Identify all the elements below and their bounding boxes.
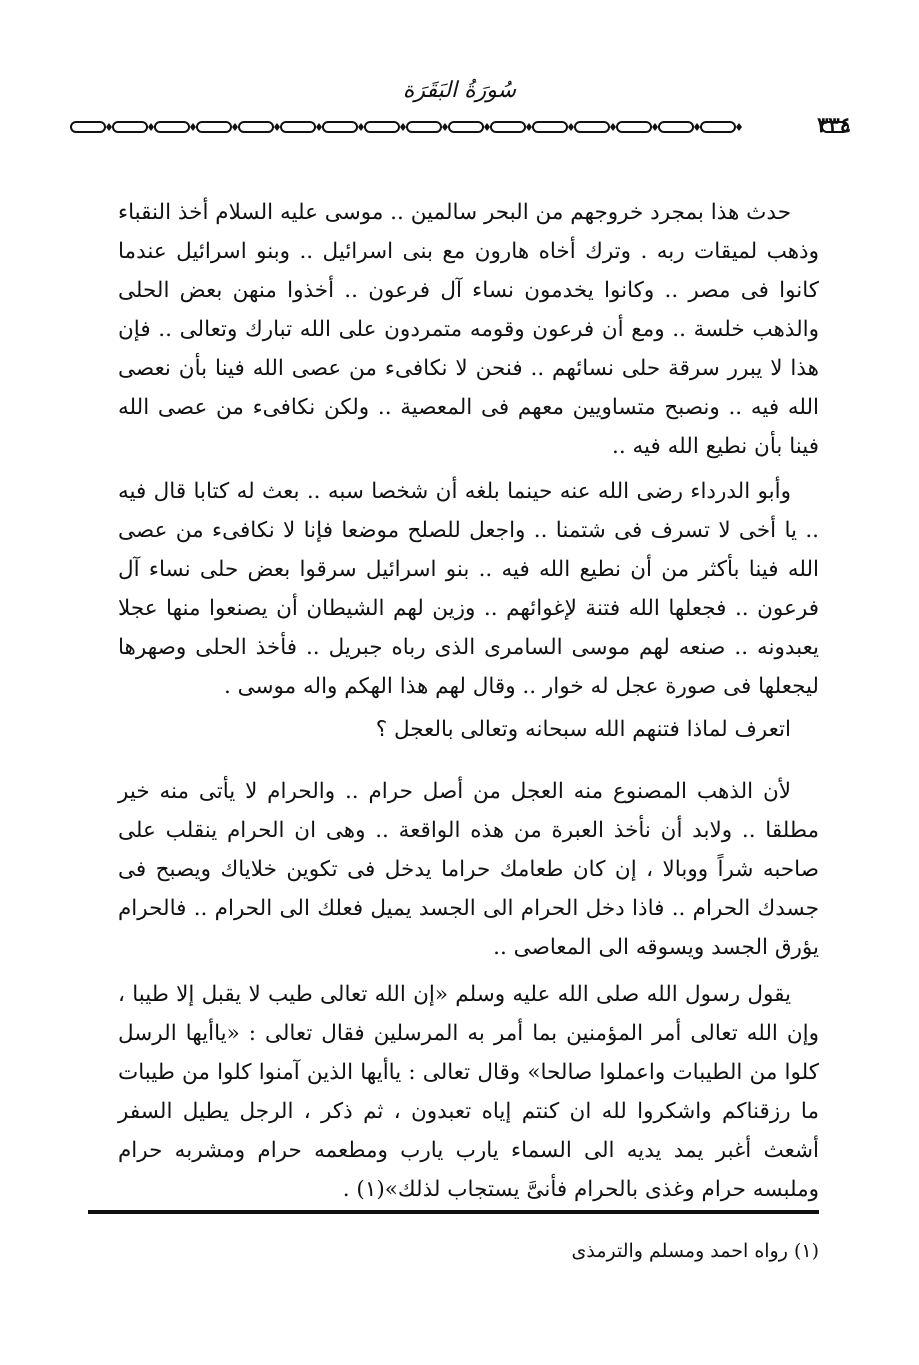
footnote: (١) رواه احمد ومسلم والترمذى [571, 1240, 819, 1262]
surah-title: سُورَةُ البَقَرَة [402, 78, 517, 103]
paragraph-text: حدث هذا بمجرد خروجهم من البحر سالمين .. موسى عليه السلام أخذ النقباء وذهب لميقات ربه . وترك أخاه هارون مع بنى اسرائيل .. وبنو اسرائيل عندما كانوا فى مصر .. وكانوا يخدمون نساء آل فرعون .. أخذوا منهن بعض الحلى والذهب خلسة .. ومع أن فرعون وقومه متمردون على الله تبارك وتعالى .. فإن هذا لا يبرر سرقة حلى نسائهم .. فنحن لا نكافىء من عصى الله فينا بأن نعصى الله فيه .. ونصبح متساويين معهم فى المعصية .. ولكن نكافىء من عصى الله فينا بأن نطيع الله فيه .. [118, 200, 819, 459]
page-number: ٣٣٤ [817, 112, 851, 137]
ornament-end-cap [821, 120, 849, 134]
footnote-divider [88, 1210, 819, 1214]
paragraph-text: يقول رسول الله صلى الله عليه وسلم «إن الله تعالى طيب لا يقبل إلا طيبا ، وإن الله تعالى أمر المؤمنين بما أمر به المرسلين فقال تعالى : «ياأيها الرسل كلوا من الطيبات واعملوا صالحا» وقال تعالى : ياأيها الذين آمنوا كلوا من طيبات ما رزقناكم واشكروا لله ان كنتم إياه تعبدون ، ثم ذكر ، الرجل يطيل السفر أشعث أغبر يمد يديه الى السماء يارب يارب ومطعمه حرام ومشربه حرام وملبسه حرام وغذى بالحرام فأنىَّ يستجاب لذلك»(١) . [118, 982, 819, 1202]
paragraph-1 [118, 193, 819, 466]
paragraph-4 [118, 772, 819, 967]
paragraph-text: اتعرف لماذا فتنهم الله سبحانه وتعالى بالعجل ؟ [375, 717, 791, 742]
ornamental-border [70, 120, 760, 134]
paragraph-3 [118, 710, 819, 749]
paragraph-text: وأبو الدرداء رضى الله عنه حينما بلغه أن شخصا سبه .. بعث له كتابا قال فيه .. يا أخى لا تسرف فى شتمنا .. واجعل للصلح موضعا فإنا لا نكافىء من عصى الله فينا بأكثر من أن نطيع الله فيه .. بنو اسرائيل سرقوا بعض حلى نساء آل فرعون .. فجعلها الله فتنة لإغوائهم .. وزين لهم الشيطان أن يصنعوا منها عجلا يعبدونه .. صنعه لهم موسى السامرى الذى رباه جبريل .. فأخذ الحلى وصهرها ليجعلها فى صورة عجل له خوار .. وقال لهم هذا الهكم واله موسى . [118, 479, 819, 699]
paragraph-2 [118, 472, 819, 706]
paragraph-5 [118, 975, 819, 1209]
paragraph-text: لأن الذهب المصنوع منه العجل من أصل حرام .. والحرام لا يأتى منه خير مطلقا .. ولابد أن نأخذ العبرة من هذه الواقعة .. وهى ان الحرام ينقلب على صاحبه شراً ووبالا ، إن كان طعامك حراما يدخل فى تكوين خلاياك ويصبح فى جسدك الحرام .. فاذا دخل الحرام الى الجسد يميل فعلك الى الحرام .. فالحرام يؤرق الجسد ويسوقه الى المعاصى .. [118, 779, 819, 960]
